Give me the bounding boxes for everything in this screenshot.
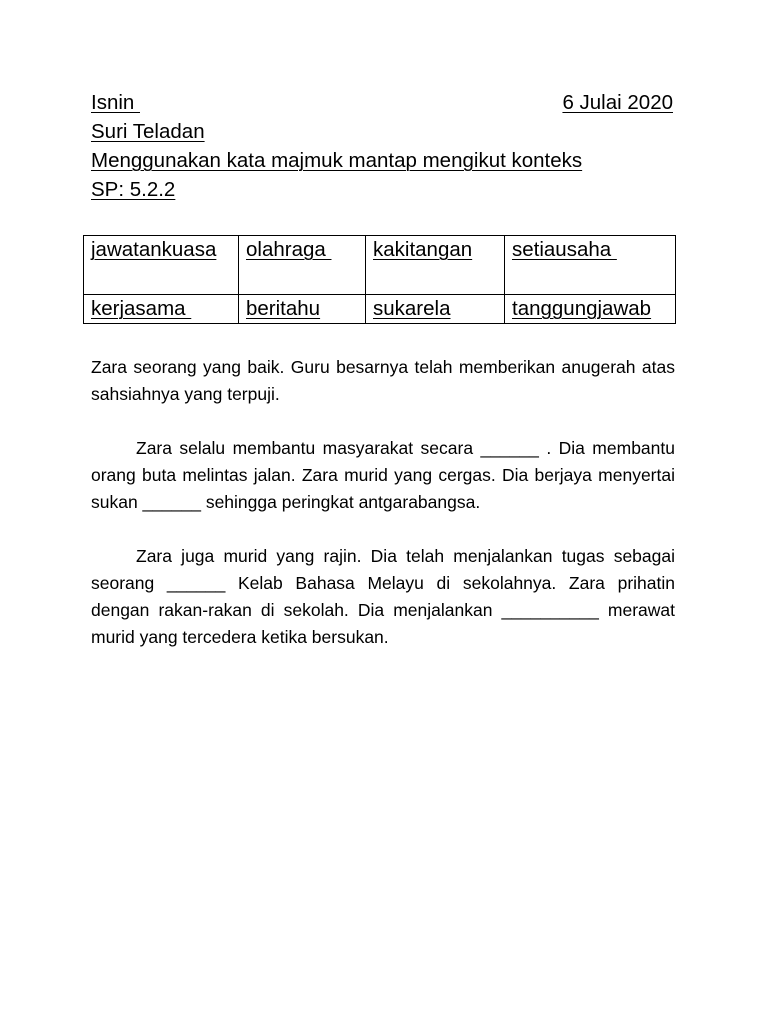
word-bank-word: kakitangan	[373, 238, 473, 261]
word-bank-word: kerjasama	[91, 297, 192, 320]
word-bank-word: tanggungjawab	[512, 297, 652, 320]
date-label: 6 Julai 2020	[562, 91, 673, 114]
word-bank-cell	[505, 295, 676, 324]
word-bank-cell	[239, 236, 366, 295]
passage-paragraph: Zara juga murid yang rajin. Dia telah menjalankan tugas sebagai seorang ______ Kelab Bahasa Melayu di sekolahnya. Zara prihatin dengan rakan-rakan di sekolah. Dia menjalankan __________ merawat murid yang tercedera ketika bersukan.	[91, 546, 675, 647]
word-bank-cell	[366, 295, 505, 324]
word-bank-cell	[366, 236, 505, 295]
topic-line	[91, 146, 673, 175]
word-bank-cell	[505, 236, 676, 295]
standard-label: SP: 5.2.2	[91, 178, 176, 201]
word-bank-word: beritahu	[246, 297, 321, 320]
passage-paragraph: Zara seorang yang baik. Guru besarnya telah memberikan anugerah atas sahsiahnya yang terpuji.	[91, 357, 675, 404]
word-bank-word: jawatankuasa	[91, 238, 217, 261]
word-bank-row	[84, 295, 676, 324]
topic-label: Menggunakan kata majmuk mantap mengikut konteks	[91, 149, 583, 172]
day-label: Isnin	[91, 91, 140, 114]
word-bank-row	[84, 236, 676, 295]
word-bank-word: sukarela	[373, 297, 451, 320]
word-bank-cell	[84, 236, 239, 295]
word-bank-cell	[239, 295, 366, 324]
passage-paragraph: Zara selalu membantu masyarakat secara ______ . Dia membantu orang buta melintas jalan. Zara murid yang cergas. Dia berjaya menyertai sukan ______ sehingga peringkat antgarabangsa.	[91, 438, 675, 512]
header-day-date-row	[91, 88, 673, 117]
cloze-passage	[91, 354, 675, 678]
word-bank-table	[83, 235, 676, 324]
word-bank-word: olahraga	[246, 238, 332, 261]
word-bank-cell	[84, 295, 239, 324]
word-bank-word: setiausaha	[512, 238, 617, 261]
subject-label: Suri Teladan	[91, 120, 205, 143]
subject-line	[91, 117, 673, 146]
standard-line	[91, 175, 673, 204]
worksheet-header	[91, 88, 673, 204]
